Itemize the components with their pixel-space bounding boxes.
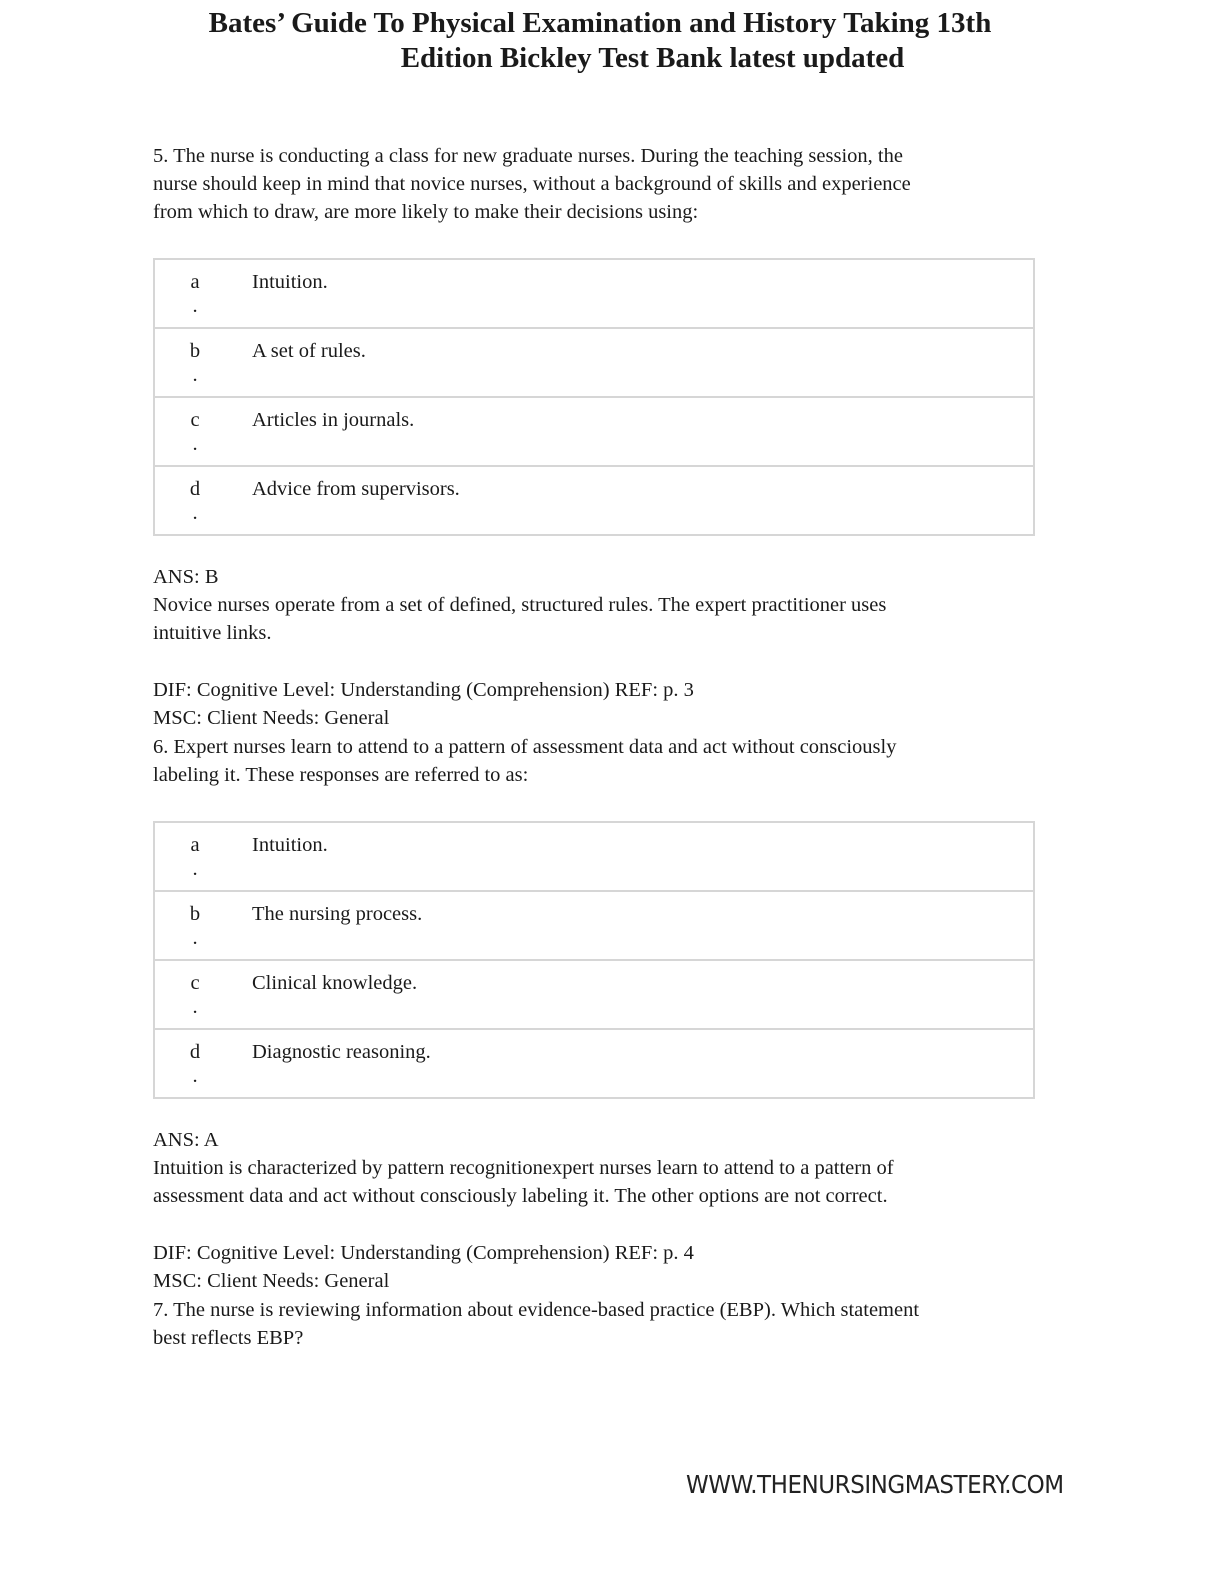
stem-line: 6. Expert nurses learn to attend to a pattern of assessment data and act without consciously: [153, 736, 897, 758]
footer-website-url: WWW.THENURSINGMASTERY.COM: [686, 1470, 1064, 1499]
option-letter: c: [190, 409, 200, 431]
option-letter: b: [189, 340, 201, 362]
stem-line: from which to draw, are more likely to make their decisions using:: [153, 201, 699, 223]
title-line-1: Bates’ Guide To Physical Examination and History Taking 13th: [208, 7, 992, 39]
answer-key: ANS: A: [153, 1129, 219, 1151]
stem-line: labeling it. These responses are referred to as:: [153, 764, 529, 786]
option-row: [155, 961, 1033, 1030]
rationale-line: Novice nurses operate from a set of defined, structured rules. The expert practitioner uses: [153, 594, 887, 616]
option-letter: c: [190, 972, 200, 994]
option-dot: .: [192, 295, 198, 317]
option-letter: d: [189, 478, 201, 500]
option-dot: .: [192, 364, 198, 386]
stem-line: 7. The nurse is reviewing information about evidence-based practice (EBP). Which statement: [153, 1299, 920, 1321]
title-line-2: Edition Bickley Test Bank latest updated: [400, 42, 905, 74]
option-text: A set of rules.: [252, 340, 366, 362]
option-row: [155, 1030, 1033, 1097]
question-5-answer: [153, 563, 1013, 647]
option-dot: .: [192, 502, 198, 524]
option-text: Intuition.: [252, 834, 328, 856]
stem-line: nurse should keep in mind that novice nurses, without a background of skills and experience: [153, 173, 911, 195]
difficulty-line: DIF: Cognitive Level: Understanding (Comprehension) REF: p. 4: [153, 1242, 694, 1264]
msc-line: MSC: Client Needs: General: [153, 1270, 390, 1292]
question-5-meta: [153, 676, 1013, 732]
question-6-answer: [153, 1126, 1013, 1210]
option-text: The nursing process.: [252, 903, 423, 925]
option-row: [155, 823, 1033, 892]
option-row: [155, 329, 1033, 398]
option-letter: d: [189, 1041, 201, 1063]
option-dot: .: [192, 996, 198, 1018]
option-row: [155, 398, 1033, 467]
msc-line: MSC: Client Needs: General: [153, 707, 390, 729]
option-row: [155, 892, 1033, 961]
option-dot: .: [192, 1065, 198, 1087]
option-text: Diagnostic reasoning.: [252, 1041, 431, 1063]
option-text: Advice from supervisors.: [252, 478, 460, 500]
question-7-stem: [153, 1296, 1013, 1352]
option-dot: .: [192, 433, 198, 455]
rationale-line: Intuition is characterized by pattern recognitionexpert nurses learn to attend to a pattern of: [153, 1157, 894, 1179]
option-row: [155, 467, 1033, 534]
option-letter: a: [190, 834, 200, 856]
stem-line: best reflects EBP?: [153, 1327, 304, 1349]
question-6-options: [153, 821, 1035, 1099]
difficulty-line: DIF: Cognitive Level: Understanding (Comprehension) REF: p. 3: [153, 679, 694, 701]
option-text: Clinical knowledge.: [252, 972, 418, 994]
stem-line: 5. The nurse is conducting a class for new graduate nurses. During the teaching session, the: [153, 145, 903, 167]
rationale-line: assessment data and act without consciously labeling it. The other options are not correct.: [153, 1185, 888, 1207]
option-text: Intuition.: [252, 271, 328, 293]
option-text: Articles in journals.: [252, 409, 415, 431]
question-6-stem: [153, 733, 1013, 789]
option-dot: .: [192, 927, 198, 949]
answer-key: ANS: B: [153, 566, 219, 588]
question-6-meta: [153, 1239, 1013, 1295]
option-letter: a: [190, 271, 200, 293]
option-letter: b: [189, 903, 201, 925]
document-title: [150, 6, 1050, 76]
option-row: [155, 260, 1033, 329]
rationale-line: intuitive links.: [153, 622, 272, 644]
question-5-options: [153, 258, 1035, 536]
question-5-stem: [153, 142, 1013, 226]
option-dot: .: [192, 858, 198, 880]
